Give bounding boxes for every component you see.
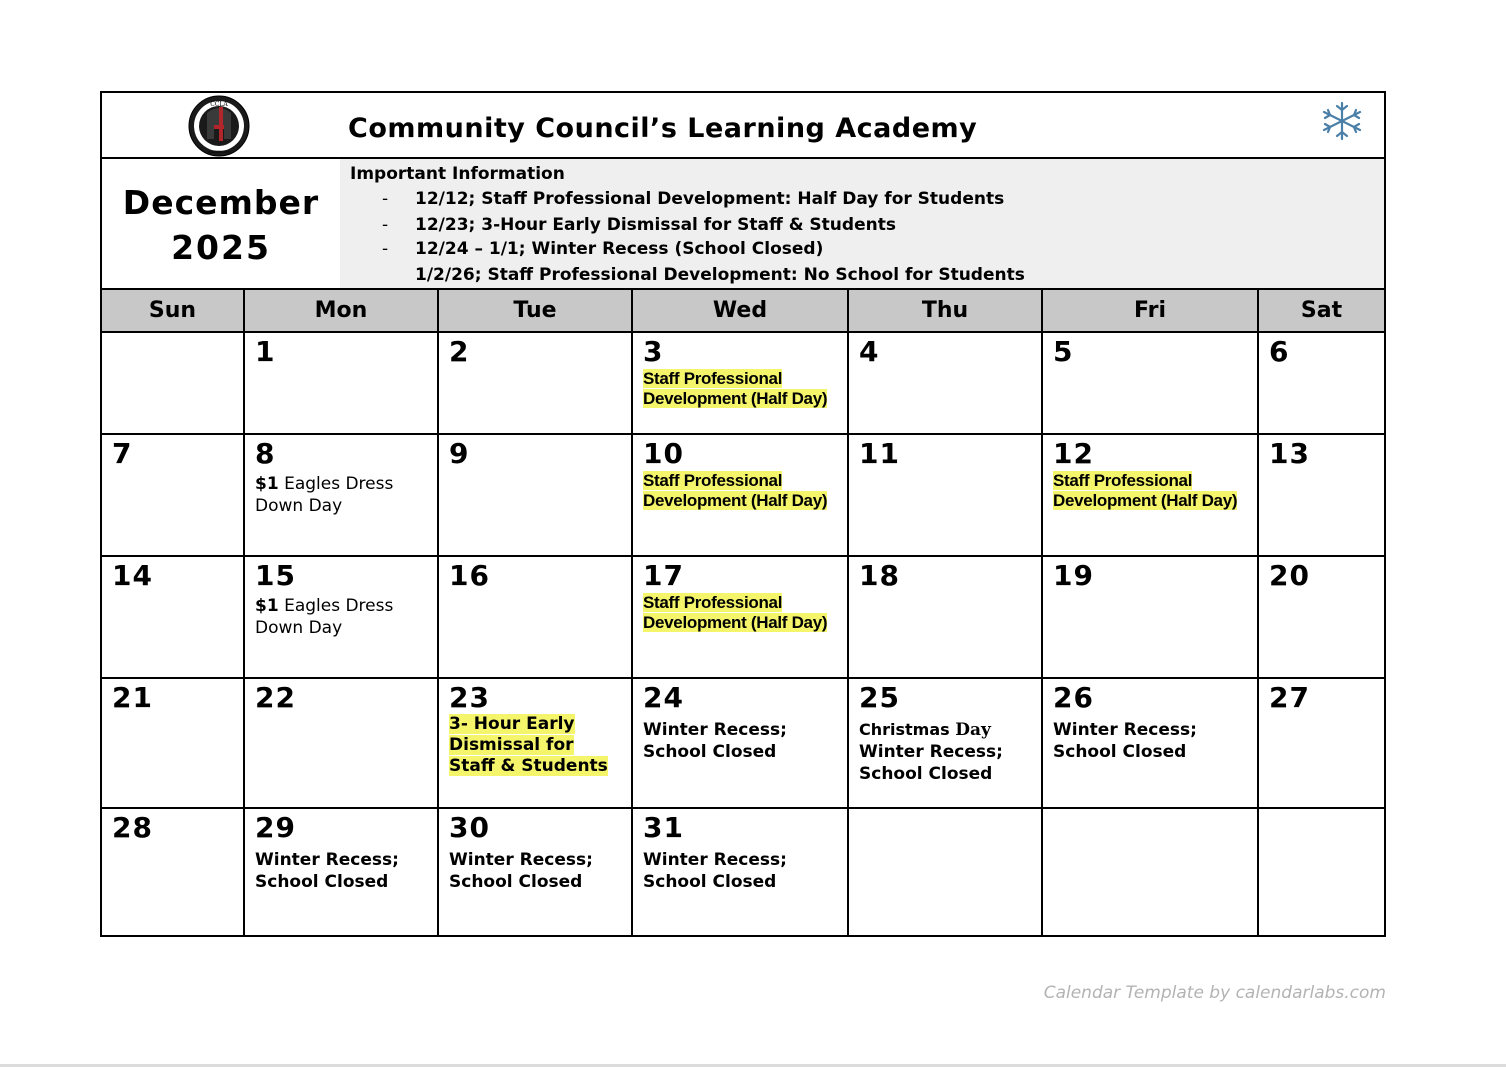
pd-half-day-event	[1053, 471, 1237, 511]
event-line: Winter Recess;	[1053, 720, 1197, 740]
day-number: 24	[643, 681, 684, 714]
day-number: 18	[859, 559, 900, 592]
important-info-heading: Important Information	[350, 164, 565, 184]
event-line: Winter Recess;	[255, 850, 399, 870]
day-number: 19	[1053, 559, 1094, 592]
event-line: Staff Professional	[643, 593, 783, 612]
important-info-box	[340, 159, 1384, 288]
day-cell[interactable]	[847, 333, 1041, 433]
event-line: School Closed	[1053, 742, 1187, 762]
event-line: 3- Hour Early	[449, 714, 575, 734]
day-number: 10	[643, 437, 684, 470]
school-name-title: Community Council’s Learning Academy	[348, 113, 978, 144]
event-line: Winter Recess;	[859, 742, 1003, 762]
info-item-text: 12/12; Staff Professional Development: Half Day for Students	[415, 189, 1005, 209]
event-line: School Closed	[255, 872, 389, 892]
day-number: 17	[643, 559, 684, 592]
day-number: 8	[255, 437, 276, 470]
event-line: Eagles Dress	[278, 596, 394, 616]
event-line: Winter Recess;	[643, 720, 787, 740]
day-cell[interactable]	[847, 679, 1041, 807]
day-number: 26	[1053, 681, 1094, 714]
weekday-header-row	[102, 290, 1384, 333]
template-credit[interactable]: Calendar Template by calendarlabs.com	[1043, 983, 1386, 1003]
day-cell[interactable]	[1257, 679, 1384, 807]
day-cell[interactable]	[631, 435, 847, 555]
day-cell[interactable]	[102, 333, 243, 433]
day-cell[interactable]	[847, 809, 1041, 935]
day-cell[interactable]	[243, 557, 437, 677]
day-number: 16	[449, 559, 490, 592]
day-cell[interactable]	[631, 679, 847, 807]
day-number: 1	[255, 335, 276, 368]
dress-amount: $1	[255, 474, 279, 494]
day-number: 15	[255, 559, 296, 592]
day-cell[interactable]	[243, 679, 437, 807]
day-number: 13	[1269, 437, 1310, 470]
day-number: 7	[112, 437, 133, 470]
weekday-tue: Tue	[437, 290, 631, 331]
day-cell[interactable]	[102, 435, 243, 555]
event-line: Winter Recess;	[449, 850, 593, 870]
event-line: Down Day	[255, 496, 343, 516]
event-line: Development (Half Day)	[643, 491, 828, 510]
winter-recess-event	[643, 849, 787, 893]
day-cell[interactable]	[1041, 435, 1257, 555]
day-cell[interactable]	[243, 435, 437, 555]
day-number: 5	[1053, 335, 1074, 368]
day-number: 20	[1269, 559, 1310, 592]
day-cell[interactable]	[102, 809, 243, 935]
month-name: December	[122, 183, 320, 222]
info-item-text: 1/2/26; Staff Professional Development: No School for Students	[415, 265, 1025, 285]
calendar	[100, 91, 1386, 937]
day-number: 29	[255, 811, 296, 844]
winter-recess-event	[449, 849, 593, 893]
info-dash: -	[382, 239, 389, 259]
day-cell[interactable]	[631, 333, 847, 433]
day-number: 12	[1053, 437, 1094, 470]
day-cell[interactable]	[1257, 809, 1384, 935]
day-number: 27	[1269, 681, 1310, 714]
day-number: 23	[449, 681, 490, 714]
calendar-title-row	[102, 93, 1384, 159]
info-dash: -	[382, 215, 389, 235]
pd-half-day-event	[643, 593, 827, 633]
day-cell[interactable]	[437, 679, 631, 807]
event-line: Development (Half Day)	[643, 389, 828, 408]
dress-amount: $1	[255, 596, 279, 616]
day-cell[interactable]	[102, 557, 243, 677]
day-cell[interactable]	[847, 557, 1041, 677]
day-number: 6	[1269, 335, 1290, 368]
day-cell[interactable]	[1257, 435, 1384, 555]
event-line: School Closed	[859, 764, 993, 784]
day-cell[interactable]	[1257, 333, 1384, 433]
event-line: Down Day	[255, 618, 343, 638]
info-item	[382, 215, 896, 235]
event-line: Staff Professional	[643, 471, 783, 490]
event-line: Winter Recess;	[643, 850, 787, 870]
weekday-sun: Sun	[148, 298, 197, 323]
day-number: 4	[859, 335, 880, 368]
week-row	[102, 435, 1384, 557]
day-number: 14	[112, 559, 153, 592]
event-line: Dismissal for	[449, 735, 574, 755]
event-line: Staff Professional	[1053, 471, 1193, 490]
winter-recess-event	[255, 849, 399, 893]
week-row	[102, 679, 1384, 809]
day-cell[interactable]	[1041, 557, 1257, 677]
info-row	[102, 159, 1384, 290]
day-cell[interactable]	[1257, 557, 1384, 677]
day-number: 3	[643, 335, 664, 368]
winter-recess-event	[643, 719, 787, 763]
month-year-block	[102, 159, 340, 288]
christmas-winter-recess-event	[859, 719, 1003, 785]
day-number: 11	[859, 437, 900, 470]
day-cell[interactable]	[631, 557, 847, 677]
pd-half-day-event	[643, 471, 827, 511]
day-cell[interactable]	[102, 679, 243, 807]
day-number: 25	[859, 681, 900, 714]
christmas-label: Christmas	[859, 720, 956, 739]
early-dismissal-event	[449, 714, 608, 777]
christmas-day-label: Day	[955, 720, 991, 740]
day-number: 22	[255, 681, 296, 714]
snowflake-icon	[1320, 101, 1364, 141]
logo-text-bottom: WARRIORS	[207, 149, 231, 154]
day-cell[interactable]	[1041, 809, 1257, 935]
info-dash: -	[382, 189, 389, 209]
year: 2025	[171, 228, 271, 267]
weekday-fri: Fri	[1041, 290, 1257, 331]
day-number: 9	[449, 437, 470, 470]
info-item-text: 12/23; 3-Hour Early Dismissal for Staff & Students	[415, 215, 896, 235]
day-cell[interactable]	[1041, 333, 1257, 433]
winter-recess-event	[1053, 719, 1197, 763]
event-line: Staff Professional	[643, 369, 783, 388]
weekday-wed: Wed	[631, 290, 847, 331]
day-number: 28	[112, 811, 153, 844]
weekday-thu: Thu	[847, 290, 1041, 331]
day-cell[interactable]	[437, 809, 631, 935]
weekday-mon: Mon	[243, 290, 437, 331]
day-number: 2	[449, 335, 470, 368]
day-cell[interactable]	[437, 435, 631, 555]
day-cell[interactable]	[1041, 679, 1257, 807]
day-cell[interactable]	[631, 809, 847, 935]
info-item	[382, 189, 1004, 209]
event-line: School Closed	[449, 872, 583, 892]
info-item-text: 12/24 – 1/1; Winter Recess (School Closed)	[415, 239, 824, 259]
info-item	[382, 239, 823, 259]
pd-half-day-event	[643, 369, 827, 409]
warrior-helmet-logo-icon	[188, 95, 250, 157]
weekday-sat: Sat	[1257, 290, 1384, 331]
info-item	[382, 265, 1025, 285]
day-cell[interactable]	[847, 435, 1041, 555]
day-number: 31	[643, 811, 684, 844]
week-row	[102, 333, 1384, 435]
dress-down-event	[255, 595, 393, 639]
event-line: Eagles Dress	[278, 474, 394, 494]
event-line: School Closed	[643, 742, 777, 762]
logo-text-top: CCLA	[210, 101, 228, 108]
day-cell[interactable]	[437, 333, 631, 433]
event-line: Staff & Students	[449, 756, 608, 776]
day-cell[interactable]	[437, 557, 631, 677]
week-row	[102, 809, 1384, 935]
day-cell[interactable]	[243, 809, 437, 935]
event-line: School Closed	[643, 872, 777, 892]
week-row	[102, 557, 1384, 679]
day-number: 30	[449, 811, 490, 844]
event-line: Development (Half Day)	[1053, 491, 1238, 510]
day-cell[interactable]	[243, 333, 437, 433]
day-number: 21	[112, 681, 153, 714]
dress-down-event	[255, 473, 393, 517]
event-line: Development (Half Day)	[643, 613, 828, 632]
